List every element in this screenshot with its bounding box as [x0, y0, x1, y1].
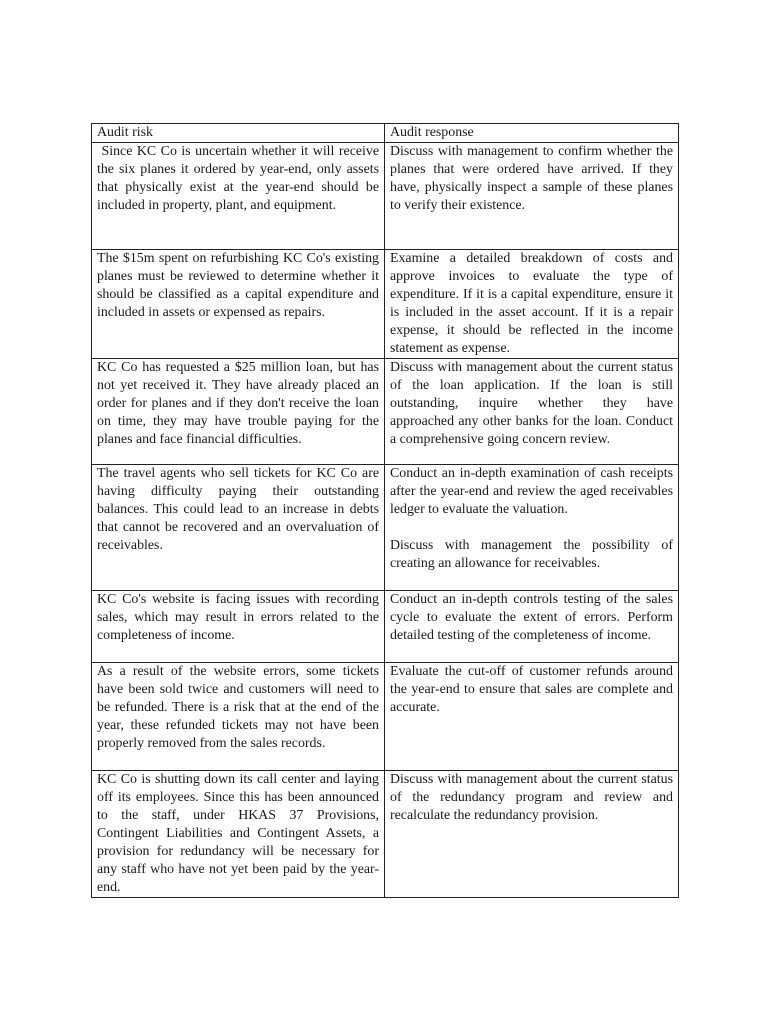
table-row — [92, 771, 679, 898]
response-cell — [385, 359, 679, 465]
table-row — [92, 143, 679, 250]
response-paragraph: Discuss with management to confirm whether the planes that were ordered have arrived. If they have, physically inspect a sample of these planes to verify their existence. — [390, 144, 673, 213]
response-paragraph: Discuss with management about the current status of the loan application. If the loan is still outstanding, inquire whether they have approached any other banks for the loan. Conduct a comprehensive going concern review. — [390, 360, 673, 447]
response-paragraph: Conduct an in-depth examination of cash receipts after the year-end and review the aged receivables ledger to evaluate the valuation. — [390, 466, 673, 517]
header-audit-risk: Audit risk — [92, 124, 385, 143]
table-row — [92, 663, 679, 771]
response-paragraph: Conduct an in-depth controls testing of the sales cycle to evaluate the extent of errors. Perform detailed testing of the completeness of income. — [390, 592, 673, 643]
table-row — [92, 359, 679, 465]
risk-cell: KC Co has requested a $25 million loan, but has not yet received it. They have already placed an order for planes and if they don't receive the loan on time, they may have trouble paying for the planes and face financial difficulties. — [92, 359, 385, 465]
risk-cell: As a result of the website errors, some tickets have been sold twice and customers will need to be refunded. There is a risk that at the end of the year, these refunded tickets may not have been properly removed from the sales records. — [92, 663, 385, 771]
table-row — [92, 465, 679, 591]
table-row — [92, 250, 679, 359]
risk-cell: KC Co's website is facing issues with recording sales, which may result in errors related to the completeness of income. — [92, 591, 385, 663]
response-cell — [385, 771, 679, 898]
table-header-row — [92, 124, 679, 143]
risk-cell: KC Co is shutting down its call center and laying off its employees. Since this has been announced to the staff, under HKAS 37 Provisions, Contingent Liabilities and Contingent Assets, a provision for redundancy will be necessary for any staff who have not yet been paid by the year-end. — [92, 771, 385, 898]
response-cell — [385, 591, 679, 663]
risk-cell: Since KC Co is uncertain whether it will receive the six planes it ordered by year-end, only assets that physically exist at the year-end should be included in property, plant, and equipment. — [92, 143, 385, 250]
response-paragraph: Examine a detailed breakdown of costs and approve invoices to evaluate the type of expenditure. If it is a capital expenditure, ensure it is included in the asset account. If it is a repair expense, it should be reflected in the income statement as expense. — [390, 251, 673, 356]
response-paragraph: Discuss with management the possibility of creating an allowance for receivables. — [390, 538, 673, 571]
risk-cell: The travel agents who sell tickets for KC Co are having difficulty paying their outstanding balances. This could lead to an increase in debts that cannot be recovered and an overvaluation of receivables. — [92, 465, 385, 591]
table-row — [92, 591, 679, 663]
audit-risk-table — [91, 123, 679, 898]
risk-cell: The $15m spent on refurbishing KC Co's existing planes must be reviewed to determine whether it should be classified as a capital expenditure and included in assets or expensed as repairs. — [92, 250, 385, 359]
response-cell — [385, 143, 679, 250]
response-paragraph: Discuss with management about the current status of the redundancy program and review and recalculate the redundancy provision. — [390, 772, 673, 823]
response-paragraph: Evaluate the cut-off of customer refunds around the year-end to ensure that sales are complete and accurate. — [390, 664, 673, 715]
response-cell — [385, 465, 679, 591]
header-audit-response: Audit response — [385, 124, 679, 143]
response-cell — [385, 250, 679, 359]
response-cell — [385, 663, 679, 771]
